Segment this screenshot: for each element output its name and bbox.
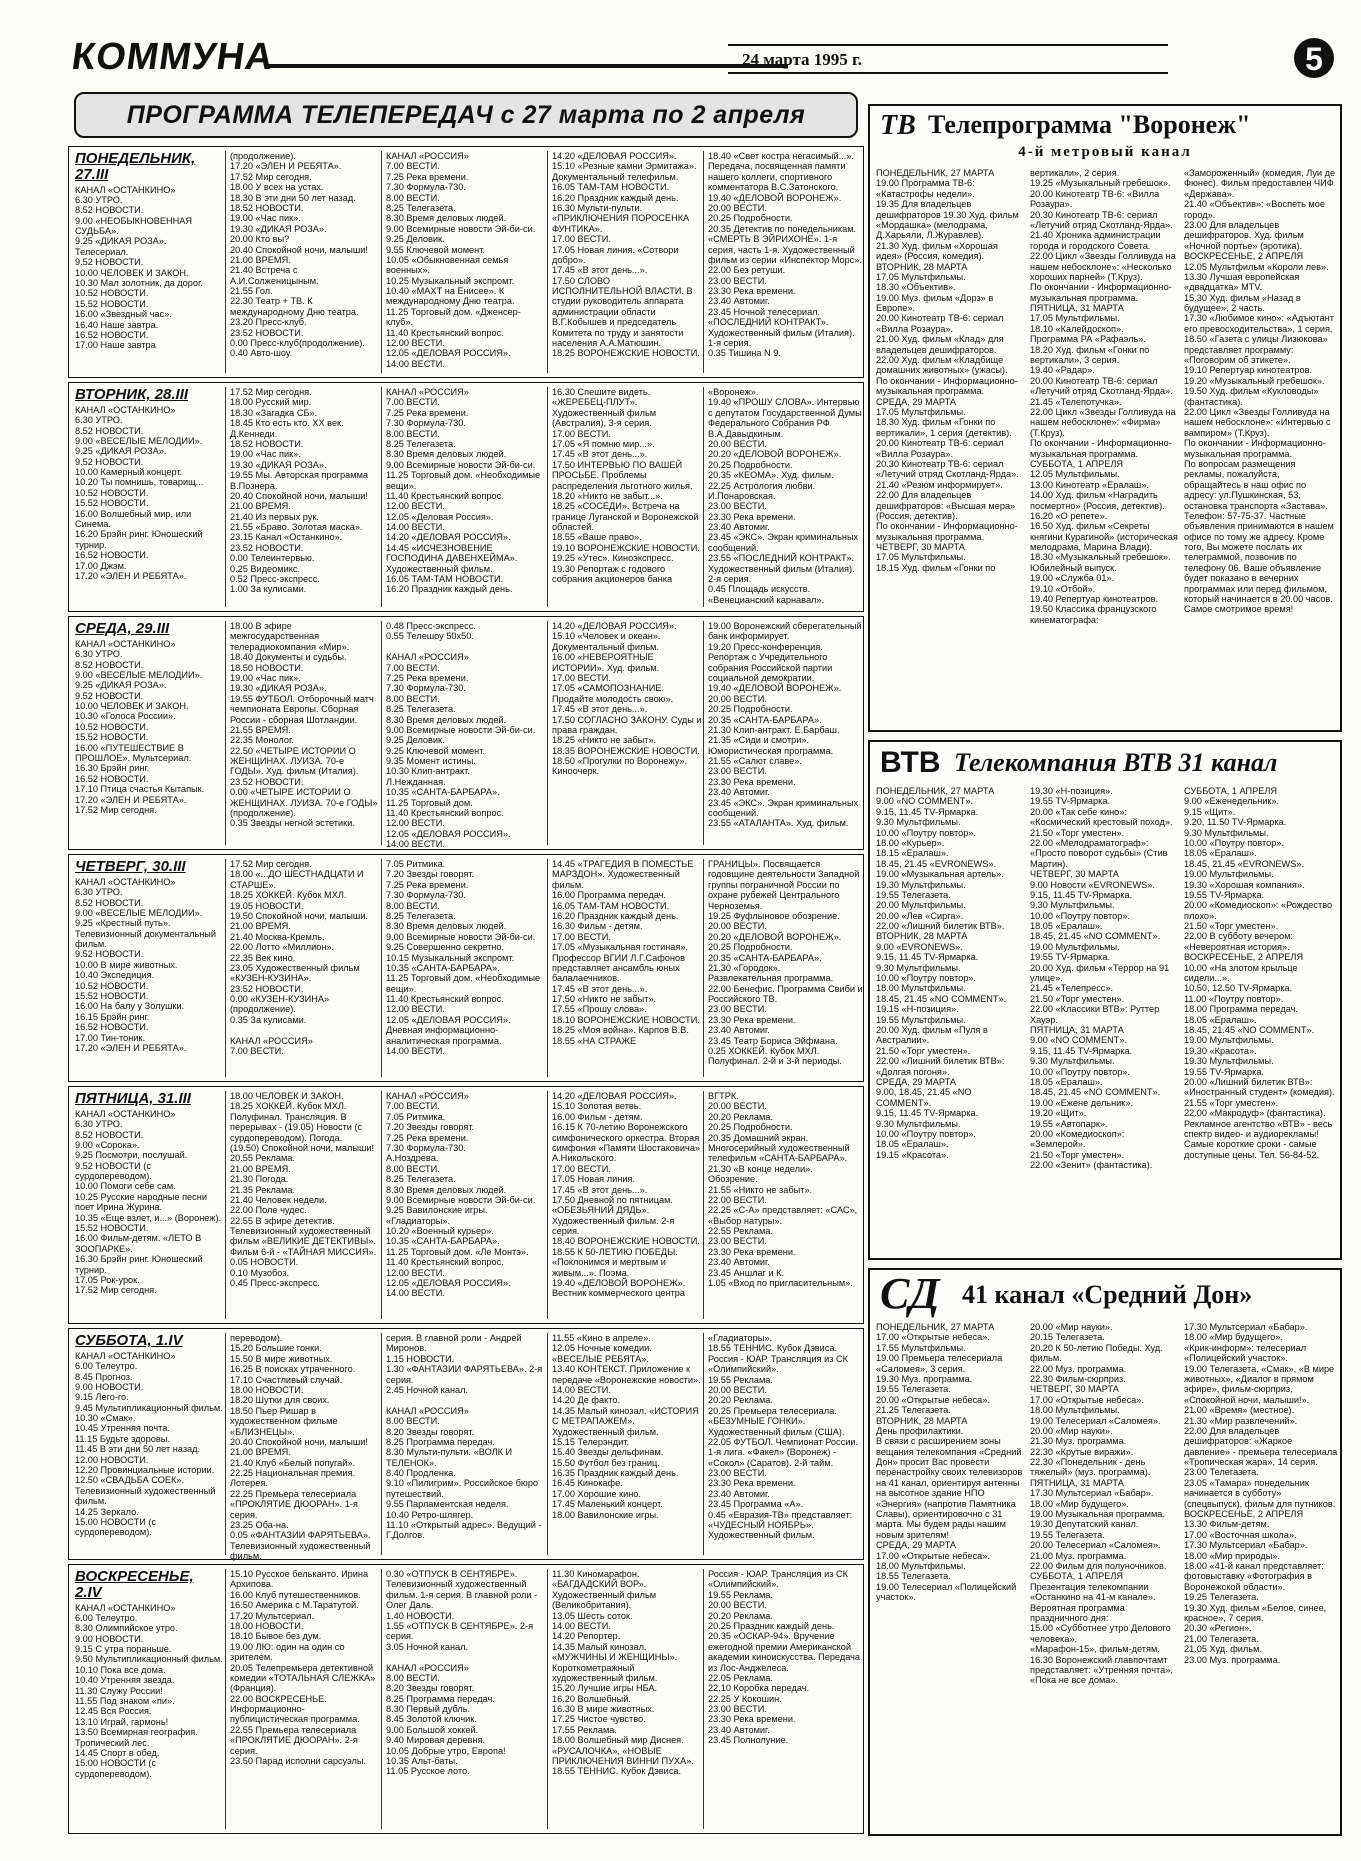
schedule-text: переводом). 15.20 Большие гонки. 15.50 В мире животных. 16.25 В поисках утраченного. 17.10 Счастливый случай. 18.00 НОВОСТИ. 18.20 Шутки для своих. 18.50 Пьер Ришар в художественном фильме «БЛИЗНЕЦЫ». 20.40 Спокойной ночи, малыши! 21.00 ВРЕМЯ. 21.40 Клуб «Белый попугай». 22.25 Национальная премия. Лотерея. 22.25 Премьера телесериала «ПРОКЛЯТИЕ ДЮОРАН». 1-я серия. 23.25 Оба-на. 0.05 «ФАНТАЗИИ ФАРЯТЬЕВА». Телевизионный художественный фильм. <box>230 1333 371 1562</box>
btv-column-2: 19.30 «Н-позиция». 19.55 TV-Ярмарка. 20.00 «Так себе кино»: «Космический крестовый поход». 21.50 «Торг уместен». 22.00 «Мелодраматограф»: «Просто поворот судьбы» (Стив Мартин). ЧЕТВЕРГ, 30 МАРТА 9.00 Новости «EVRONEWS». 9.15, 11.45 TV-Ярмарка. 9.30 Мультфильмы. 10.00 «Поутру повтор». 18.05 «Ералаш». 18.45, 21.45 «NO COMMENT». 19.00 Мультфильмы. 19.55 TV-Ярмарка. 20.00 Худ. фильм «Террор на 91 улице». 21.45 «Телепресс». 21.50 «Торг уместен». 22.00 «Классики ВТВ»: Руттер Хауэр. ПЯТНИЦА, 31 МАРТА 9.00 «NO COMMENT». 9.15, 11.45 TV-Ярмарка. 9.30 Мультфильмы. 10.00 «Поутру повтор». 18.05 «Ералаш». 18.45, 21.45 «NO COMMENT». 19.00 «Ежене дельник». 19.20 «Щит». 19.55 «Автопарк». 20.00 «Комедиоскоп»: «Землерой». 21.50 «Торг уместен». 22.00 «Зенит» (фантастика). <box>1030 786 1173 1171</box>
schedule-text: 11.55 «Кино в апреле». 12.05 Ночные комедии. «ВЕСЕЛЫЕ РЕБЯТА». 13.40 КОНТЕКСТ. Приложение к передаче «Воронежские новости». 14.00 ВЕСТИ. 14.20 Де факто. 14.35 Малый кинозал. «ИСТОРИЯ С МЕТРАПАЖЕМ». Художественный фильм. 15.15 Телерэндит. 15.40 Звезды дельфинам. 15.50 Футбол без границ. 16.35 Праздник каждый день. 16.45 Кинокафе. 17.00 Хорошие кино. 17.45 Маленький концерт. 18.00 Вавилонские игры. <box>552 1333 701 1520</box>
day-column <box>703 859 864 1077</box>
voronezh-subtitle: 4-й метровый канал <box>1018 144 1192 160</box>
btv-logo-icon: ВТВ <box>880 746 941 779</box>
day-heading: ВТОРНИК, 28.III <box>75 386 189 403</box>
schedule-text: 14.45 «ТРАГЕДИЯ В ПОМЕСТЬЕ МАРЗДОН». Художественный фильм. 16.00 Программа передач. 16.05 ТАМ-ТАМ НОВОСТИ. 16.20 Праздник каждый день. 16.30 Фильм - детям. 17.00 ВЕСТИ. 17.05 «Музыкальная гостиная». Профессор ВГИИ Л.Г.Сафонов представляет ансамбль юных балалаечников. 17.45 «В этот день...». 17.50 «Никто не забыт». 17.55 «Прошу слова». 18.10 ВОРОНЕЖСКИЕ НОВОСТИ. 18.25 «Моя война». Карпов В.В. 18.55 «НА СТРАЖЕ <box>552 859 700 1046</box>
day-column <box>381 387 546 607</box>
schedule-text: 14.20 «ДЕЛОВАЯ РОССИЯ». 15.10 Золотая ветвь. 16.00 Фильм - детям. 16.15 К 70-летию Воронежского симфонического оркестра. Вторая симфония «Памяти Шостаковича» А.Никольского. 17.00 ВЕСТИ. 17.05 Новая линия. 17.45 «В этот день...». 17.50 Дневной по пятницам. «ОБЕЗЬЯНИЙ ДЯДЬ». Художественный фильм. 2-я серия. 18.40 ВОРОНЕЖСКИЕ НОВОСТИ. 18.55 К 50-ЛЕТИЮ ПОБЕДЫ. «Поклонимся и мертвым и живым...». Поэма. 19.40 «ДЕЛОВОЙ ВОРОНЕЖ». Вестник коммерческого центра <box>552 1091 701 1299</box>
day-heading: ВОСКРЕСЕНЬЕ, 2.IV <box>75 1568 194 1601</box>
btv-column-1: ПОНЕДЕЛЬНИК, 27 МАРТА 9.00 «NO COMMENT». 9.15, 11.45 TV-Ярмарка. 9.30 Мультфильмы. 10.00 «Поутру повтор». 18.00 «Курьер». 18.15 «Ералаш». 18.45, 21.45 «EVRONEWS». 19.00 «Музыкальная артель». 19.30 Мультфильмы. 19.55 Телегазета. 20.00 Мультфильмы. 20.00 «Лев «Сирга». 22.00 «Лишний билетик ВТВ». ВТОРНИК, 28 МАРТА 9.00 «EVRONEWS». 9.15, 11.45 TV-Ярмарка. 9.30 Мультфильмы. 10.00 «Поутру повтор». 18.00 Мультфильмы. 18.45, 21.45 «NO COMMENT». 19.15 «Н-позиция». 19.55 Мультфильмы. 20.00 Худ. фильм «Пуля в Австралии». 21.50 «Торг уместен». 22.00 «Лишний билетик ВТВ»: «Долгая погоня». СРЕДА, 29 МАРТА 9.00, 18.45, 21.45 «NO COMMENT». 9.15, 11.45 TV-Ярмарка. 9.30 Мультфильмы. 10.00 «Поутру повтор». 18.05 «Ералаш». 19.15 «Красота». <box>876 786 1007 1160</box>
day-column <box>75 859 223 1077</box>
schedule-text: КАНАЛ «РОССИЯ» 7.00 ВЕСТИ. 7.05 Ритмика. 7.20 Звезды говорят. 7.25 Река времени. 7.30 Формула-730. А.Ноздрева. 8.00 ВЕСТИ. 8.25 Телегазета. 8.30 Время деловых людей. 9.00 Всемирные новости Эй-би-си. 9.25 Вавилонские игры. «Гладиаторы». 10.20 «Военный курьер». 10.35 «САНТА-БАРБАРА». 11.25 Торговый дом. «Ле Монтэ». 11.40 Крестьянский вопрос. 12.00 ВЕСТИ. 12.05 «ДЕЛОВАЯ РОССИЯ». 14.00 ВЕСТИ. <box>386 1091 536 1299</box>
day-column <box>75 387 223 607</box>
day-column <box>225 859 380 1077</box>
voronezh-program-box <box>868 104 1342 732</box>
day-column <box>547 387 702 607</box>
day-column <box>225 151 380 373</box>
btv-program-box <box>868 740 1342 1260</box>
day-column <box>547 151 702 373</box>
sredny-don-column-2: 20.00 «Мир науки». 20.15 Телегазета. 20.20 К 50-летию Победы. Худ. фильм. 22.00 Муз. программа. 22.30 Фильм-сюрприз. ЧЕТВЕРГ, 30 МАРТА 17.00 «Открытые небеса». 18.00 Мультфильмы. 19.00 Телесериал «Саломея». 20.00 «Мир науки». 21.30 Муз. программа. 22.30 «Крутые виражи». 22.30 «Понедельник - день тяжелый» (муз. программа). ПЯТНИЦА, 31 МАРТА 17.30 Мультсериал «Бабар». 18.00 «Мир будущего». 19.00 Музыкальная программа. 19.30 Депутатский канал. 19.55 Телегазета. 20.00 Телесериал «Саломея». 21.00 Муз. программа. 22.00 Фильм для полуночников. СУББОТА, 1 АПРЕЛЯ Презентация телекомпании «Останкино на 41-м канале». Вероятная программа праздничного дня: 15.00 «Субботнее утро Делового человека». «Марафон-15», фильм-детям. 16.30 Воронежский главпочтамт представляет: «Утренняя почта», «Пока не все дома». <box>1030 1322 1173 1686</box>
schedule-text: КАНАЛ «РОССИЯ» 7.00 ВЕСТИ. 7.25 Река времени. 7.30 Формула-730. 8.00 ВЕСТИ. 8.25 Телегазета. 8.30 Время деловых людей. 9.00 Всемирные новости Эй-би-си. 9.25 Деловик. 9.55 Ключевой момент. 10.05 «Обыкновенная семья военных». 10.25 Музыкальный экспромт. 10.40 «МАХТ на Енисее». К международному Дню театра. 11.25 Торговый дом. «Дженсер-клуб». 11.40 Крестьянский вопрос. 12.00 ВЕСТИ. 12.05 «ДЕЛОВАЯ РОССИЯ». 14.00 ВЕСТИ. <box>386 151 536 369</box>
sredny-don-column-1: ПОНЕДЕЛЬНИК, 27 МАРТА 17.00 «Открытые небеса». 17.55 Мультфильмы. 19.00 Премьера телесериала «Саломея», 3 серия. 19.30 Муз. программа. 19.55 Телегазета. 20.00 «Открытые небеса». 21.25 Телегазета. ВТОРНИК, 28 МАРТА День профилактики. В связи с расширением зоны вещания телекомпания «Средний Дон» просит Вас провести перенастройку своих телевизоров на 41 канал, ориентируя антенны на высотное здание НПО «Энергия» (напротив Памятника Славы), ориентировочно с 31 марта. Мы будем рады нашим новым зрителям! СРЕДА, 29 МАРТА 17.00 «Открытые небеса». 18.00 Мультфильмы. 18.55 Телегазета. 19.00 Телесериал «Полицейский участок». <box>876 1322 1023 1603</box>
schedule-text: 19.00 Воронежский сберегательный банк информирует. 19.20 Пресс-конференция. Репортаж с Учредительного собрания Российской партии социальной демократии. 19.40 «ДЕЛОВОЙ ВОРОНЕЖ». 20.00 ВЕСТИ. 20.25 Подробности. 20.35 «САНТА-БАРБАРА». 21.30 Клип-антракт. Е.Барбаш. 21.35 «Сиди и смотри». Юмористическая программа. 21.55 «Салют славе». 23.00 ВЕСТИ. 23.30 Река времени. 23.40 Автомиг. 23.45 «ЭКС». Экран криминальных сообщений. 23.55 «АТАЛАНТА». Худ. фильм. <box>708 621 862 829</box>
schedule-text: 17.52 Мир сегодня. 18.00 Русский мир. 18.30 «Загадка СБ». 18.45 Кто есть кто. XX век. Д.Кеннеди. 18.52 НОВОСТИ. 19.00 «Час пик». 19.30 «ДИКАЯ РОЗА». 19.55 Мы. Авторская программа В.Познера. 20.40 Спокойной ночи, малыши! 21.00 ВРЕМЯ. 21.40 Из первых рук. 21.55 «Браво. Золотая маска». 23.15 Канал «Останкино». 23.52 НОВОСТИ. 0.00 Телеинтервью. 0.25 Видеомикс. 0.52 Пресс-экспресс. 1.00 За кулисами. <box>230 387 368 595</box>
btv-column-3: СУББОТА, 1 АПРЕЛЯ 9.00 «Еженедельник». 9.15 «Щит». 9.20, 11.50 TV-Ярмарка. 9.30 Мультфильмы. 10.00 «Поутру повтор». 18.05 «Ералаш». 18.45, 21.45 «EVRONEWS». 19.00 Мультфильмы. 19.30 «Хорошая компания». 19.55 TV-Ярмарка. 20.00 «Комедиоскоп»: «Рождество плохо». 21.50 «Торг уместен». 22.00 В субботу вечером: «Невероятная история». ВОСКРЕСЕНЬЕ, 2 АПРЕЛЯ 10.00 «На злотом крыльце сидели...». 10.50, 12.50 TV-Ярмарка. 11.00 «Поутру повтор». 18.00 Программа передач. 18.05 «Ералаш». 18.45, 21.45 «NO COMMENT». 19.00 Мультфильмы. 19.30 «Красота». 19.30 Мультфильмы. 19.55 TV-Ярмарка. 20.00 «Лишний билетик ВТВ»: «Иностранный студент» (комедия). 21.55 «Торг уместен». 22.00 «Макродуф» (фантастика). Рекламное агентство «ВТВ» - весь спектр видео- и аудиорекламы! Самые короткие сроки - самые доступные цены. Тел. 56-84-52. <box>1184 786 1335 1160</box>
voronezh-column-2: вертикали», 2 серия. 19.25 «Музыкальный гребешок». 20.00 Кинотеатр ТВ-6: «Вилла Розаура». 20.30 Кинотеатр ТВ-6: сериал «Летучий отряд Скотланд-Ярда». 21.40 Хроника администрации города и городского Совета. 22.00 Цикл «Звезды Голливуда на нашем небосклоне»: «Несколько хороших парней» (Т.Круз). По окончании - Информационно-музыкальная программа. ПЯТНИЦА, 31 МАРТА 17.05 Мультфильмы. 18.10 «Калейдоскоп». Программа РА «Рафаэль». 18.20 Худ. фильм «Гонки по вертикали», 3 серия. 19.40 «Радар». 20.00 Кинотеатр ТВ-6: сериал «Летучий отряд Скотланд-Ярда». 21.45 «Телепотучка». 22.00 Цикл «Звезды Голливуда на нашем небосклоне»: «Фирма» (Т.Круз). По окончании - Информационно-музыкальная программа. СУББОТА, 1 АПРЕЛЯ 12.05 Мультфильмы. 13.00 Кинотеатр «Ералаш». 14.00 Худ. фильм «Наградить посмертно» (Россия, детектив). 16.20 «О репете». 16.50 Худ. фильм «Секреты княгини Курагиной» (историческая мелодрама, Марина Влади). 18.30 «Музыкальный гребешок». Юбилейный выпуск. 19.00 «Служба 01». 19.10 «Отбой». 19.40 Репертуар кинотеатров. 19.50 Классика французского кинематографа: <box>1030 168 1178 625</box>
day-column <box>381 621 546 850</box>
day-column <box>225 1333 380 1562</box>
schedule-text: 0.30 «ОТПУСК В СЕНТЯБРЕ». Телевизионный художественный фильм. 1-я серия. В главной роли - Олег Даль. 1.40 НОВОСТИ. 1.55 «ОТПУСК В СЕНТЯБРЕ». 2-я серия. 3.05 Ночной канал. КАНАЛ «РОССИЯ» 8.00 ВЕСТИ. 8.20 Звезды говорят. 8.25 Программа передач. 8.30 Первый дубль. 8.45 Золотой ключик. 9.00 Большой хоккей. 9.40 Мировая деревня. 10.05 Добрые утро, Европа! 10.35 Альт-баты. 11.05 Русское лото. <box>386 1569 538 1777</box>
schedule-text: 11.30 Киномарафон. «БАГДАДСКИЙ ВОР». Художественный фильм (Великобритания). 13.05 Шесть соток. 14.00 ВЕСТИ. 14.20 Репортер. 14.35 Малый кинозал. «МУЖЧИНЫ И ЖЕНЩИНЫ». Короткометражный художественный фильм. 15.20 Лучшие игры НБА. 16.20 Волшебный. 16.30 В мире животных. 17.25 Чистое чувство. 17.55 Реклама. 18.00 Волшебный мир Диснея. «РУСАЛОЧКА», «НОВЫЕ ПРИКЛЮЧЕНИЯ ВИННИ ПУХА». 18.55 ТЕННИС. Кубок Дэвиса. <box>552 1569 694 1777</box>
schedule-text: 18.40 «Свет костра негасимый...». Передача, посвященная памяти нашего коллеги, спортивного комментатора В.С.Затонского. 19.40 «ДЕЛОВОЙ ВОРОНЕЖ». 20.00 ВЕСТИ. 20.25 Подробности. 20.35 Детектив по понедельникам. «СМЕРТЬ В ЭЙРИХОНЕ». 1-я серия, часть 1-я. Художественный фильм из серии «Инспектор Морс». 22.00 Без ретуши. 23.00 ВЕСТИ. 23.30 Река времени. 23.40 Автомиг. 23.45 Ночной телесериал. «ПОСЛЕДНИЙ КОНТРАКТ». Художественный фильм (Италия). 1-я серия. 0.35 Тишина N 9. <box>708 151 862 359</box>
day-column <box>381 1569 546 1829</box>
day-column <box>703 1569 864 1829</box>
schedule-text: «Гладиаторы». 18.55 ТЕННИС. Кубок Дэвиса. Россия - ЮАР. Трансляция из СК «Олимпийский». 19.55 Реклама. 20.00 ВЕСТИ. 20.20 Реклама. 20.25 Премьера телесериала. «БЕЗУМНЫЕ ГОНКИ». Художественный фильм (США). 22.05 ФУТБОЛ. Чемпионат России. 1-я лига. «Факел» (Воронеж) - «Сокол» (Саратов). 2-й тайм. 23.00 ВЕСТИ. 23.30 Река времени. 23.40 Автомиг. 23.45 Программа «А». 0.45 «Евразия-ТВ» представляет: «ЧУДЕСНЫЙ НОЯБРЬ». Художественный фильм. <box>708 1333 859 1541</box>
day-column <box>547 1333 702 1555</box>
schedule-text: 17.52 Мир сегодня. 18.00 «...ДО ШЕСТНАДЦАТИ И СТАРШЕ». 18.25 ХОККЕЙ. Кубок МХЛ. 19.05 НОВОСТИ. 19.50 Спокойной ночи, малыши. 21.00 ВРЕМЯ. 21.40 Москва-Кремль. 22.00 Лотто «Миллион». 22.35 Век кино. 23.05 Художественный фильм «КУЗЕН-КУЗИНА». 23.52 НОВОСТИ. 0.00 «КУЗЕН-КУЗИНА» (продолжение). 0.35 За кулисами. КАНАЛ «РОССИЯ» 7.00 ВЕСТИ. <box>230 859 368 1057</box>
day-heading: ЧЕТВЕРГ, 30.III <box>75 858 186 875</box>
schedule-text: КАНАЛ «ОСТАНКИНО» 6.30 УТРО. 8.52 НОВОСТИ. 9.00 «Сорока». 9.25 Посмотри, послушай. 9.52 НОВОСТИ (с сурдопереводом). 10.00 Помоги себе сам. 10.25 Русские народные песни поет Ирина Журина. 10.35 «Еще взлет, и...» (Воронеж). 15.52 НОВОСТИ. 16.00 Фильм-детям. «ЛЕТО В ЗООПАРКЕ». 16.30 Брэйн ринг. Юношеский турнир. 17.05 Рок-урок. 17.52 Мир сегодня. <box>75 1108 222 1296</box>
schedule-text: КАНАЛ «ОСТАНКИНО» 6.30 УТРО. 8.52 НОВОСТИ. 9.00 «ВЕСЕЛЫЕ МЕЛОДИИ». 9.25 «Крестный путь». Телевизионный документальный фильм. 9.52 НОВОСТИ. 10.00 В мире животных. 10.40 Экспедиция. 10.52 НОВОСТИ. 15.52 НОВОСТИ. 16.00 На балу у Золушки. 16.15 Брэйн ринг. 16.52 НОВОСТИ. 17.00 Тин-тоник. 17.20 «ЭЛЕН И РЕБЯТА». <box>75 876 217 1053</box>
btv-title: Телекомпания ВТВ 31 канал <box>954 748 1278 777</box>
schedule-text: (продолжение). 17.20 «ЭЛЕН И РЕБЯТА». 17.52 Мир сегодня. 18.00 У всех на устах. 18.30 В эти дни 50 лет назад. 18.52 НОВОСТИ. 19.00 «Час пик». 19.30 «ДИКАЯ РОЗА». 20.00 Кто вы? 20.40 Спокойной ночи, малыши! 21.00 ВРЕМЯ. 21.40 Встреча с А.И.Солженицыным. 21.55 Гол. 22.30 Театр + ТВ. К международному Дню театра. 23.20 Пресс-клуб. 23.52 НОВОСТИ. 0.00 Пресс-клуб(продолжение). 0.40 Авто-шоу. <box>230 151 368 359</box>
day-column <box>75 1333 223 1555</box>
day-block-thursday <box>68 854 864 1082</box>
schedule-text: серия. В главной роли - Андрей Миронов. 1.15 НОВОСТИ. 1.30 «ФАНТАЗИИ ФАРЯТЬЕВА». 2-я серия. 2.45 Ночной канал. КАНАЛ «РОССИЯ» 8.00 ВЕСТИ. 8.20 Звезды говорят. 8.25 Программа передач. 8.30 Мульти-пульти. «ВОЛК И ТЕЛЕНОК». 8.40 Продленка. 9.10 «Пилигрим». Российское бюро путешествий. 9.55 Парламентская неделя. 10.40 Ретро-шлягер. 11.10 «Открытый адрес». Ведущий - Г.Долгов. <box>386 1333 543 1541</box>
sredny-don-program-box <box>868 1268 1342 1836</box>
day-block-wednesday <box>68 616 864 850</box>
voronezh-column-1: ПОНЕДЕЛЬНИК, 27 МАРТА 19.00 Программа ТВ-6: «Катастрофы недели». 19.35 Для владельцев дешифраторов 19.30 Худ. фильм «Мордашка» (мелодрама, Д.Харьяли, Л.Журавлев). 21.30 Худ. фильм «Хорошая идея» (Россия, комедия). ВТОРНИК, 28 МАРТА 17.05 Мультфильмы. 18.30 «Объектив». 19.00 Муз. фильм «Дорз» в Европе». 20.00 Кинотеатр ТВ-6: сериал «Вилла Розаура». 21.00 Худ. фильм «Клад» для владельцев дешифраторов. 22.00 Худ. фильм «Кладбище домашних животных» (ужасы). По окончании - Информационно-музыкальная программа. СРЕДА, 29 МАРТА 17.05 Мультфильмы. 18.30 Худ. фильм «Гонки по вертикали», 1 серия (детектив). 20.00 Кинотеатр ТВ-6: сериал «Вилла Розаура». 20.30 Кинотеатр ТВ-6: сериал «Летучий отряд Скотланд-Ярда». 21.40 «Резюм информирует». 22.00 Для владельцев дешифраторов: «Высшая мера» (Россия, детектив). По окончании - Информационно-музыкальная программа. ЧЕТВЕРГ, 30 МАРТА 17.05 Мультфильмы. 18.15 Худ. фильм «Гонки по <box>876 168 1019 573</box>
sredny-don-column-3: 17.30 Мультсериал «Бабар». 18.00 «Мир будущего». «Крик-информ»: телесериал «Полицейский участок». 19.00 Телегазета, «Смак», «В мире животных», «Диалог в прямом эфире», фильм-сюрприз, «Спокойной ночи, малыши!». 21.00 «Время» (местное). 21.30 «Мир развлечений». 22.00 Для владельцев дешифраторов: «Жаркое давление» - премьера телесериала «Тропическая жара», 14 серия. 23.00 Телегазета. 23.05 «Тамара» понедельник начинается в субботу» (спецвыпуск), фильм для путников. ВОСКРЕСЕНЬЕ, 2 АПРЕЛЯ 13.30 Фильм-детям. 17.00 «Восточная школа». 17.30 Мультсериал «Бабар». 18.00 «Мир природы». 18.00 «41-й канал представляет: фотовыставку «Фотография в Воронежской области». 19.25 Телегазета. 19.30 Худ. фильм «Белое, синее, красное», 7 серия. 20.30 «Регион». 21.00 Телегазета. 21.05 Худ. фильм. 23.00 Муз. программа. <box>1184 1322 1338 1665</box>
schedule-text: «Воронеж». 19.40 «ПРОШУ СЛОВА». Интервью с депутатом Государственной Думы Федерального Собрания РФ В.А.Давыдкиным. 20.00 ВЕСТИ. 20.20 «ДЕЛОВОЙ ВОРОНЕЖ». 20.25 Подробности. 20.35 «КЕОМА». Худ. фильм. 22.25 Астрология любви. И.Понаровская. 23.00 ВЕСТИ. 23.30 Река времени. 23.40 Автомиг. 23.45 «ЭКС». Экран криминальных сообщений. 23.55 «ПОСЛЕДНИЙ КОНТРАКТ». Художественный фильм (Италия). 2-я серия. 0.45 Площадь искусств. «Венецианский карнавал». <box>708 387 862 605</box>
schedule-text: 0.48 Пресс-экспресс. 0.55 Телешоу 50х50. КАНАЛ «РОССИЯ» 7.00 ВЕСТИ. 7.25 Река времени. 7.30 Формула-730. 8.00 ВЕСТИ. 8.25 Телегазета. 8.30 Время деловых людей. 9.00 Всемирные новости Эй-би-си. 9.25 Деловик. 9.25 Ключевой момент. 9.35 Момент истины. 10.30 Клип-антракт. Л.Нежданная. 10.35 «САНТА-БАРБАРА». 11.25 Торговый дом. 11.40 Крестьянский вопрос. 12.00 ВЕСТИ. 12.05 «ДЕЛОВАЯ РОССИЯ». 14.00 ВЕСТИ. <box>386 621 536 850</box>
day-column <box>225 1091 380 1319</box>
masthead <box>68 30 1338 80</box>
schedule-text: Россия - ЮАР. Трансляция из СК «Олимпийский». 19.55 Реклама. 20.00 ВЕСТИ. 20.20 Реклама. 20.25 Праздник каждый день. 20.35 «ОСКАР-94». Вручение ежегодной премии Американской академии киноискусства. Передача из Лос-Анджелеса. 22.05 Реклама. 22.10 Коробка передач. 22.25 У Кокошин. 23.00 ВЕСТИ. 23.30 Река времени. 23.40 Автомиг. 23.45 Полнолуние. <box>708 1569 861 1746</box>
schedule-text: 18.00 В эфире межгосударственная телерадиокомпания «Мир». 18.40 Документы и судьбы. 18.50 НОВОСТИ. 19.00 «Час пик». 19.30 «ДИКАЯ РОЗА». 19.55 ФУТБОЛ. Отборочный матч чемпионата Европы. Сборная России - сборная Шотландии. 21.55 ВРЕМЯ. 22.35 Монолог. 22.50 «ЧЕТЫРЕ ИСТОРИИ О ЖЕНЩИНАХ. ЛУИЗА. 70-е ГОДЫ». Худ. фильм (Италия). 23.52 НОВОСТИ. 0.00 «ЧЕТЫРЕ ИСТОРИИ О ЖЕНЩИНАХ. ЛУИЗА. 70-е ГОДЫ» (продолжение). 0.35 Звезды негной эстетики. <box>230 621 378 829</box>
day-column <box>547 1569 702 1829</box>
voronezh-column-3: «Замороженный» (комедия, Луи де Фюнес). Фильм предоставлен ЧИФ «Держава». 21.40 «Объектив»: «Воспеть мое город». 23.00 Для владельцев дешифраторов. Худ. фильм «Ночной портье» (эротика). ВОСКРЕСЕНЬЕ, 2 АПРЕЛЯ 12.05 Мультфильм «Короли лев». 13.30 Лучшая европейская «двадцатка» MTV. 15.30 Худ. фильм «Назад в будущее», 2 часть. 17.30 «Любимое кино»: «Адъютант его превосходительства», 1 серия. 18.50 «Газета с улицы Лизюкова» представляет программу: «Поговорим об этикете». 19.10 Репертуар кинотеатров. 19.20 «Музыкальный гребешок». 19.50 Худ. фильм «Кукловоды» (фантастика). 22.00 Цикл «Звезды Голливуда на нашем небосклоне»: «Интервью с вампиром» (Т.Круз). По окончании - Информационно-музыкальная программа. По вопросам размещения рекламы, пожалуйста, обращайтесь в наш офис по адресу: ул.Пушкинская, 53, остановка транспорта «Застава». Телефон: 57-75-37. Частные объявления принимаются в нашем офисе по тому же адресу. Кроме того, Вы можете послать их телеграммой, позвонив по телефону 06. Ваше объявление будет показано в вечерних программах или перед фильмом, который начинается в 20.00 часов. Самое смотримое время! <box>1184 168 1336 615</box>
newspaper-logo: КОММУНА <box>69 36 277 78</box>
day-column <box>225 1569 380 1829</box>
schedule-text: ВГТРК. 20.00 ВЕСТИ. 20.20 Реклама. 20.25 Подробности. 20.35 Домашний экран. Многосерийный художественный телефильм «САНТА-БАРБАРА». 21.30 «В конце недели». Обозрение. 21.55 «Никто не забыт». 22.00 ВЕСТИ. 22.25 «С-А» представляет: «САС», «Выбор натуры». 22.55 Реклама. 23.00 ВЕСТИ. 23.30 Река времени. 23.40 Автомиг. 23.45 Аншлаг и К. 1.05 «Вход по пригласительным». <box>708 1091 858 1289</box>
voronezh-title: Телепрограмма "Воронеж" <box>928 110 1251 139</box>
day-column <box>75 621 223 845</box>
schedule-text: 14.20 «ДЕЛОВАЯ РОССИЯ». 15.10 «Резные камни Эрмитажа». Документальный телефильм. 16.05 ТАМ-ТАМ НОВОСТИ. 16.20 Праздник каждый день. 16.30 Мульти-пульти. «ПРИКЛЮЧЕНИЯ ПОРОСЕНКА ФУНТИКА». 17.00 ВЕСТИ. 17.05 Новая линия. «Сотвори добро». 17.45 «В этот день...». 17.50 СЛОВО ИСПОЛНИТЕЛЬНОЙ ВЛАСТИ. В студии руководитель аппарата администрации области В.Г.Кобышев и председатель Комитета по труду и занятости населения А.А.Матюшин. 18.25 ВОРОНЕЖСКИЕ НОВОСТИ. <box>552 151 700 359</box>
schedule-text: КАНАЛ «ОСТАНКИНО» 6.00 Телеутро. 8.30 Олимпийское утро. 9.00 НОВОСТИ. 9.15 С утра пораньше. 9.50 Мультипликационный фильм. 10.10 Пока все дома. 10.40 Утренняя звезда. 11.30 Служу России! 11.55 Под знаком «пи». 12.45 Вся Россия. 13.10 Играй, гармонь! 13.50 Всемирная география. Тропический лес. 14.45 Спорт в обед. 15.00 НОВОСТИ (с сурдопереводом). <box>75 1602 223 1779</box>
day-column <box>703 151 864 373</box>
day-column <box>703 1091 864 1319</box>
day-heading: ПОНЕДЕЛЬНИК, 27.III <box>75 150 196 183</box>
day-heading: ПЯТНИЦА, 31.III <box>75 1090 191 1107</box>
day-column <box>703 621 864 845</box>
schedule-text: КАНАЛ «ОСТАНКИНО» 6.00 Телеутро. 8.45 Прогноз. 9.00 НОВОСТИ. 9.15 Лего-го. 9.45 Мультипликационный фильм. 10.30 «Смак». 10.45 Утренняя почта. 11.15 Будьте здоровы. 11.45 В эти дни 50 лет назад. 12.00 НОВОСТИ. 12.20 Провинциальные истории. 12.50 «СВАДЬБА СОЕК». Телевизионный художественный фильм. 14.25 Зеркало. 15.00 НОВОСТИ (с сурдопереводом). <box>75 1350 223 1538</box>
schedule-text: КАНАЛ «ОСТАНКИНО» 6.30 УТРО. 8.52 НОВОСТИ. 9.00 «ВЕСЕЛЫЕ МЕЛОДИИ». 9.25 «ДИКАЯ РОЗА». 9.52 НОВОСТИ. 10.00 Камерный концерт. 10.20 Ты помнишь, товарищ... 10.52 НОВОСТИ. 15.52 НОВОСТИ. 16.00 Волшебный мир, или Синема. 16.20 Брэйн ринг. Юношеский турнир. 16.52 НОВОСТИ. 17.00 Джэм. 17.20 «ЭЛЕН И РЕБЯТА». <box>75 404 204 581</box>
sredny-don-title: 41 канал «Средний Дон» <box>962 1280 1253 1309</box>
schedule-text: 14.20 «ДЕЛОВАЯ РОССИЯ». 15.10 «Человек и океан». Документальный фильм. 16.00 «НЕВЕРОЯТНЫЕ ИСТОРИИ». Худ. фильм. 17.00 ВЕСТИ. 17.05 «САМОПОЗНАНИЕ. Продайте молодость свою». 17.45 «В этот день...». 17.50 СОГЛАСНО ЗАКОНУ. Суды и права граждан. 18.25 «Никто не забыт». 18.35 ВОРОНЕЖСКИЕ НОВОСТИ. 18.50 «Прогулки по Воронежу». Киноочерк. <box>552 621 702 777</box>
day-column <box>75 1569 223 1829</box>
day-heading: СРЕДА, 29.III <box>75 620 170 637</box>
day-block-monday <box>68 146 864 378</box>
day-column <box>381 1091 546 1319</box>
schedule-text: 18.00 ЧЕЛОВЕК И ЗАКОН. 18.25 ХОККЕЙ. Кубок МХЛ. Полуфинал. Трансляция. В перерывах - (19.05) Новости (с сурдопереводом). Погода. (19.50) Спокойной ночи, малыши! 20.55 Реклама. 21.00 ВРЕМЯ. 21.30 Погода. 21.35 Реклама. 21.40 Человек недели. 22.00 Поле чудес. 22.55 В эфире детектив. Телевизионный художественный фильм «ВЕЛИКИЕ ДЕТЕКТИВЫ». Фильм 6-й - «ТАЙНАЯ МИССИЯ». 0.05 НОВОСТИ. 0.10 Музобоз. 0.45 Пресс-экспресс. <box>230 1091 377 1289</box>
schedule-text: КАНАЛ «ОСТАНКИНО» 6.30 УТРО. 8.52 НОВОСТИ. 9.00 «ВЕСЕЛЫЕ МЕЛОДИИ». 9.25 «ДИКАЯ РОЗА». 9.52 НОВОСТИ. 10.00 ЧЕЛОВЕК И ЗАКОН. 10.30 «Голоса России». 10.52 НОВОСТИ. 15.52 НОВОСТИ. 16.00 «ПУТЕШЕСТВИЕ В ПРОШЛОЕ». Мультсериал. 16.30 Брэйн ринг. 16.52 НОВОСТИ. 17.10 Птица счастья Кытапык. 17.20 «ЭЛЕН И РЕБЯТА». 17.52 Мир сегодня. <box>75 638 205 815</box>
day-column <box>225 621 380 845</box>
schedule-text: 15.10 Русское бельканто. Ирина Архипова. 16.00 Клуб путешественников. 16.50 Америка с М.Таратутой. 17.20 Мультсериал. 18.00 НОВОСТИ. 18.10 Бывое без дум. 19.00 ЛЮ: один на один со зрителем. 20.05 Телепремьера детективной комедии «ТОТАЛЬНАЯ СЛЕЖКА» (Франция). 22.00 ВОСКРЕСЕНЬЕ. Информационно-публицистическая программа. 22.55 Премьера телесериала «ПРОКЛЯТИЕ ДЮОРАН». 2-я серия. 23.50 Парад исполни сарсуэлы. <box>230 1569 376 1767</box>
day-heading: СУББОТА, 1.IV <box>75 1332 183 1349</box>
issue-date: 24 марта 1995 г. <box>728 44 1168 74</box>
page-number: 5 <box>1294 38 1334 78</box>
masthead-rule <box>268 64 788 68</box>
program-banner: ПРОГРАММА ТЕЛЕПЕРЕДАЧ с 27 марта по 2 апреля <box>74 92 858 138</box>
day-column <box>225 387 380 607</box>
schedule-text: ГРАНИЦЫ». Посвящается годовщине деятельности Западной группы пограничной России по охране рубежей Центрального Черноземья. 19.25 Фуфлыновое обозрение. 20.00 ВЕСТИ. 20.20 «ДЕЛОВОЙ ВОРОНЕЖ». 20.25 Подробности. 20.35 «САНТА-БАРБАРА». 21.30 «Городок». Развлекательная программа. 22.00 Бенефис. Программа Свиби и Российского ТВ. 23.00 ВЕСТИ. 23.30 Река времени. 23.40 Автомиг. 23.45 Театр Бориса Эйфмана. 0.25 ХОККЕЙ. Кубок МХЛ. Полуфинал. 2-й и 3-й периоды. <box>708 859 863 1067</box>
day-column <box>547 621 702 845</box>
day-block-sunday <box>68 1564 864 1834</box>
day-column <box>75 1091 223 1319</box>
day-column <box>381 151 546 373</box>
day-block-friday <box>68 1086 864 1324</box>
day-block-tuesday <box>68 382 864 612</box>
day-column <box>547 859 702 1077</box>
schedule-text: КАНАЛ «РОССИЯ» 7.00 ВЕСТИ. 7.25 Река времени. 7.30 Формула-730. 8.00 ВЕСТИ. 8.25 Телегазета. 8.30 Время деловых людей. 9.00 Всемирные новости Эй-би-си. 11.25 Торговый дом. «Необходимые вещи». 11.40 Крестьянский вопрос. 12.00 ВЕСТИ. 12.05 «Деловая Россия». 14.00 ВЕСТИ. 14.20 «ДЕЛОВАЯ РОССИЯ». 14.45 «ИСЧЕЗНОВЕНИЕ ГОСПОДИНА ДАВЕНХЕЙМА». Художественный фильм. 16.05 ТАМ-ТАМ НОВОСТИ. 16.20 Праздник каждый день. <box>386 387 541 595</box>
sredny-don-logo-icon: СД <box>880 1269 940 1318</box>
main-program-section <box>68 92 864 1837</box>
schedule-text: 7.05 Ритмика. 7.20 Звезды говорят. 7.25 Река времени. 7.30 Формула-730. 8.00 ВЕСТИ. 8.25 Телегазета. 8.30 Время деловых людей. 9.00 Всемирные новости Эй-би-си. 9.25 Совершенно секретно. 10.15 Музыкальный экспромт. 10.35 «САНТА-БАРБАРА». 11.25 Торговый дом. «Необходимые вещи». 11.40 Крестьянский вопрос. 12.00 ВЕСТИ. 12.05 «ДЕЛОВАЯ РОССИЯ». Дневная информационно-аналитическая программа. 14.00 ВЕСТИ. <box>386 859 541 1057</box>
day-column <box>381 859 546 1077</box>
day-column <box>703 387 864 607</box>
day-column <box>381 1333 546 1555</box>
schedule-text: КАНАЛ «ОСТАНКИНО» 6.30 УТРО. 8.52 НОВОСТИ. 9.00 «НЕОБЫКНОВЕННАЯ СУДЬБА». 9.25 «ДИКАЯ РОЗА». Телесериал. 9.52 НОВОСТИ. 10.00 ЧЕЛОВЕК И ЗАКОН. 10.30 Мал золотник, да дорог. 10.52 НОВОСТИ. 15.52 НОВОСТИ. 16.00 «Звездный час». 16.40 Наше завтра. 16.52 НОВОСТИ. 17.00 Наше завтра <box>75 184 203 351</box>
day-column <box>75 151 223 373</box>
schedule-text: 16.30 Спешите видеть. «ЖЕРЕБЕЦ-ПЛУТ». Художественный фильм (Австралия), 3-я серия. 17.00 ВЕСТИ. 17.05 «Я помню мир...». 17.45 «В этот день...». 17.50 ИНТЕРВЬЮ ПО ВАШЕЙ ПРОСЬБЕ. Проблемы распределения льготного жилья. 18.20 «Никто не забыт...». 18.25 «СОСЕДИ». Встреча на границе Луганской и Воронежской областей. 18.55 «Ваше право». 19.10 ВОРОНЕЖСКИЕ НОВОСТИ. 19.25 «Утес». Киноэкспресс. 19.30 Репортаж с годового собрания акционеров банка <box>552 387 700 585</box>
voronezh-emblem-icon: ТВ <box>880 110 916 141</box>
day-column <box>703 1333 864 1555</box>
day-block-saturday <box>68 1328 864 1560</box>
day-column <box>547 1091 702 1319</box>
